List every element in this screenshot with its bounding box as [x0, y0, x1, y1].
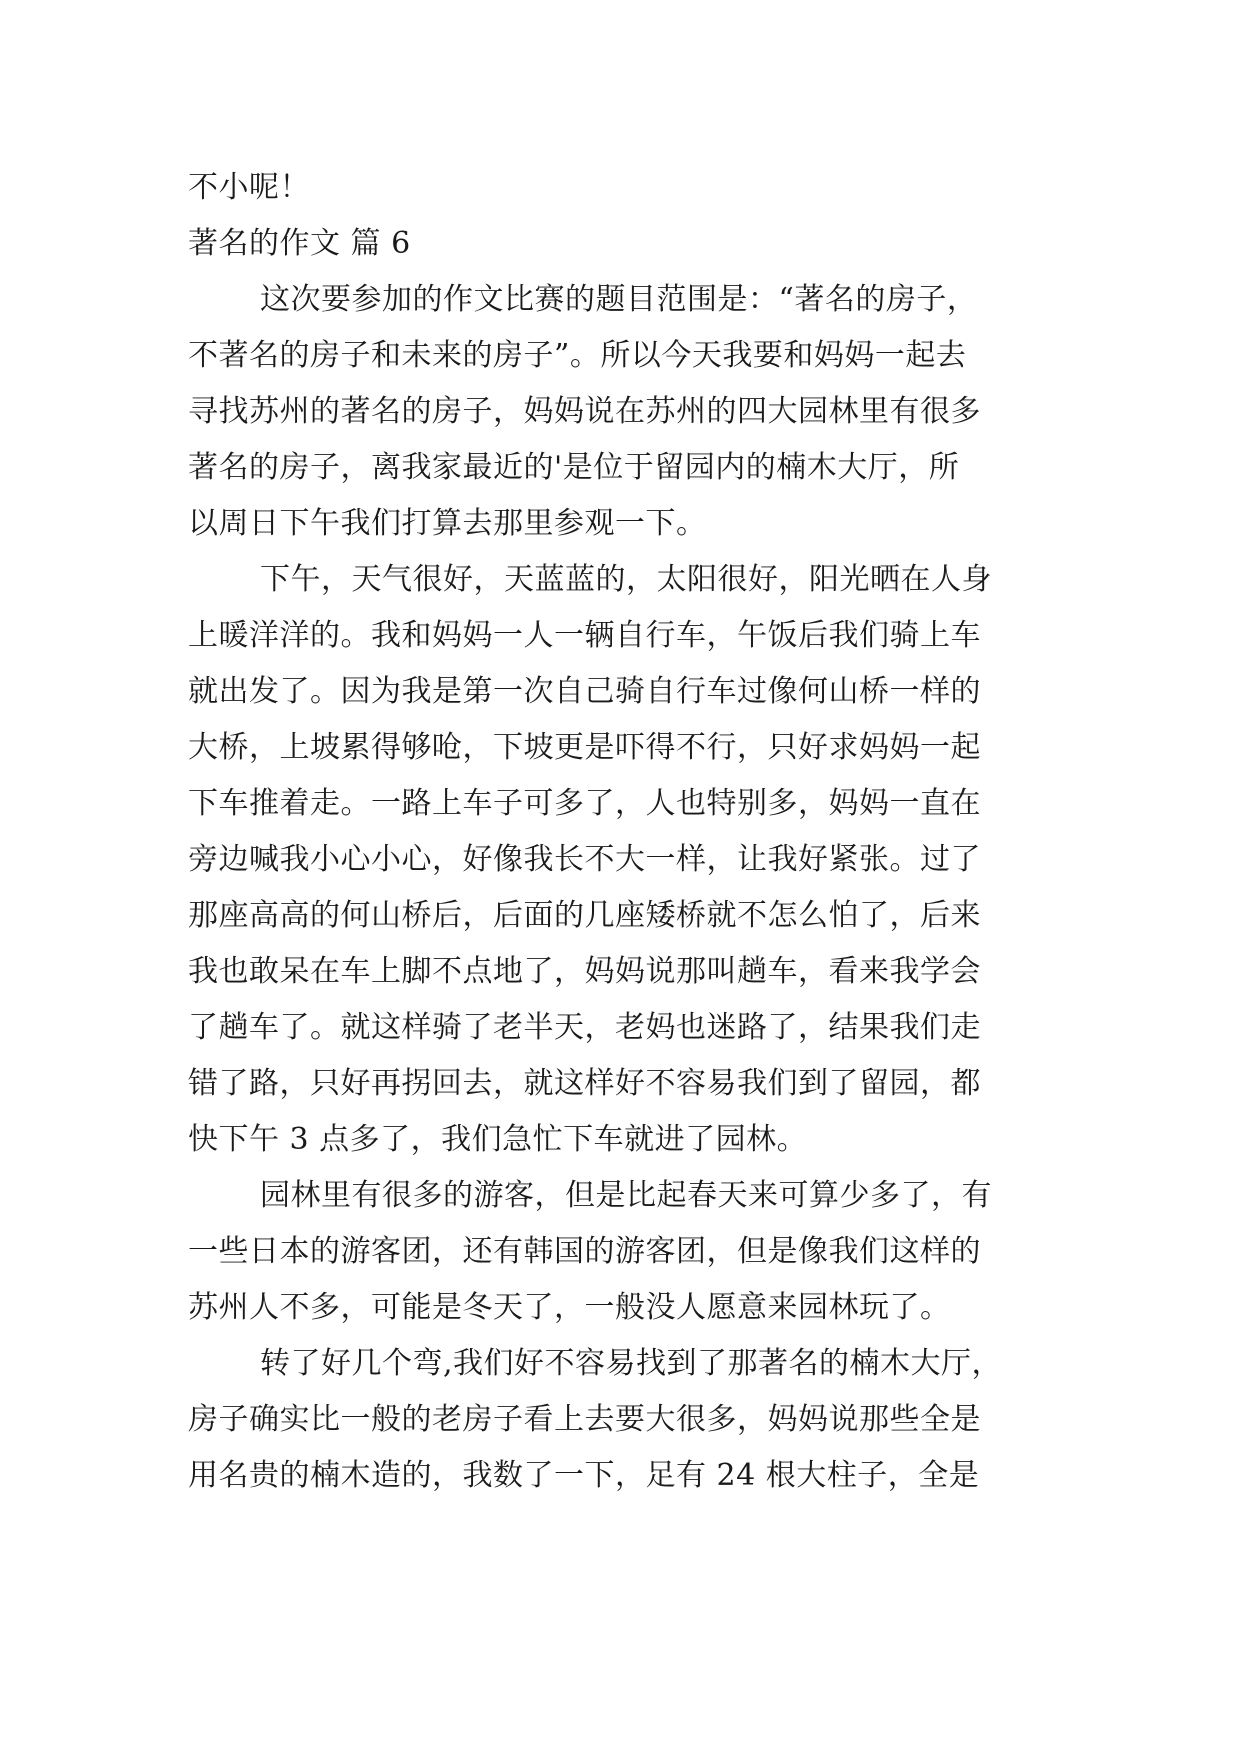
paragraph-line: 旁边喊我小心小心，好像我长不大一样，让我好紧张。过了 [188, 842, 981, 877]
paragraph-line: 下车推着走。一路上车子可多了，人也特别多，妈妈一直在 [188, 786, 981, 821]
paragraph-line: 一些日本的游客团，还有韩国的游客团，但是像我们这样的 [188, 1234, 981, 1269]
paragraph-3 [188, 1168, 1050, 1336]
paragraph-line: 苏州人不多，可能是冬天了，一般没人愿意来园林玩了。 [188, 1290, 951, 1325]
paragraph-line: 上暖洋洋的。我和妈妈一人一辆自行车，午饭后我们骑上车 [188, 618, 981, 653]
paragraph-line: 错了路，只好再拐回去，就这样好不容易我们到了留园，都 [188, 1066, 981, 1101]
paragraph-line: 那座高高的何山桥后，后面的几座矮桥就不怎么怕了，后来 [188, 898, 981, 933]
paragraph-line: 快下午 3 点多了，我们急忙下车就进了园林。 [188, 1122, 808, 1157]
paragraph-line: 了趟车了。就这样骑了老半天，老妈也迷路了，结果我们走 [188, 1010, 981, 1045]
paragraph-line: 下午，天气很好，天蓝蓝的，太阳很好，阳光晒在人身 [260, 562, 992, 597]
paragraph-line: 这次要参加的作文比赛的题目范围是：“著名的房子， [260, 282, 978, 317]
paragraph-line: 大桥，上坡累得够呛，下坡更是吓得不行，只好求妈妈一起 [188, 730, 981, 765]
paragraph-line: 就出发了。因为我是第一次自己骑自行车过像何山桥一样的 [188, 674, 981, 709]
paragraph-line: 不著名的房子和未来的房子”。所以今天我要和妈妈一起去 [188, 338, 967, 373]
paragraph-line: 寻找苏州的著名的房子，妈妈说在苏州的四大园林里有很多 [188, 394, 981, 429]
paragraph-line: 用名贵的楠木造的，我数了一下，足有 24 根大柱子，全是 [188, 1458, 980, 1493]
paragraph-line: 园林里有很多的游客，但是比起春天来可算少多了，有 [260, 1178, 992, 1213]
section-title: 著名的作文 篇 6 [188, 226, 411, 261]
document-body [188, 160, 1050, 1504]
carryover-line: 不小呢！ [188, 170, 310, 205]
paragraph-line: 我也敢呆在车上脚不点地了，妈妈说那叫趟车，看来我学会 [188, 954, 981, 989]
paragraph-line: 以周日下午我们打算去那里参观一下。 [188, 506, 707, 541]
paragraph-line: 房子确实比一般的老房子看上去要大很多，妈妈说那些全是 [188, 1402, 981, 1437]
paragraph-line: 转了好几个弯,我们好不容易找到了那著名的楠木大厅， [260, 1346, 1003, 1381]
paragraph-line: 著名的房子，离我家最近的'是位于留园内的楠木大厅，所 [188, 450, 960, 485]
paragraph-1 [188, 272, 1050, 552]
paragraph-4 [188, 1336, 1050, 1504]
paragraph-2 [188, 552, 1050, 1168]
